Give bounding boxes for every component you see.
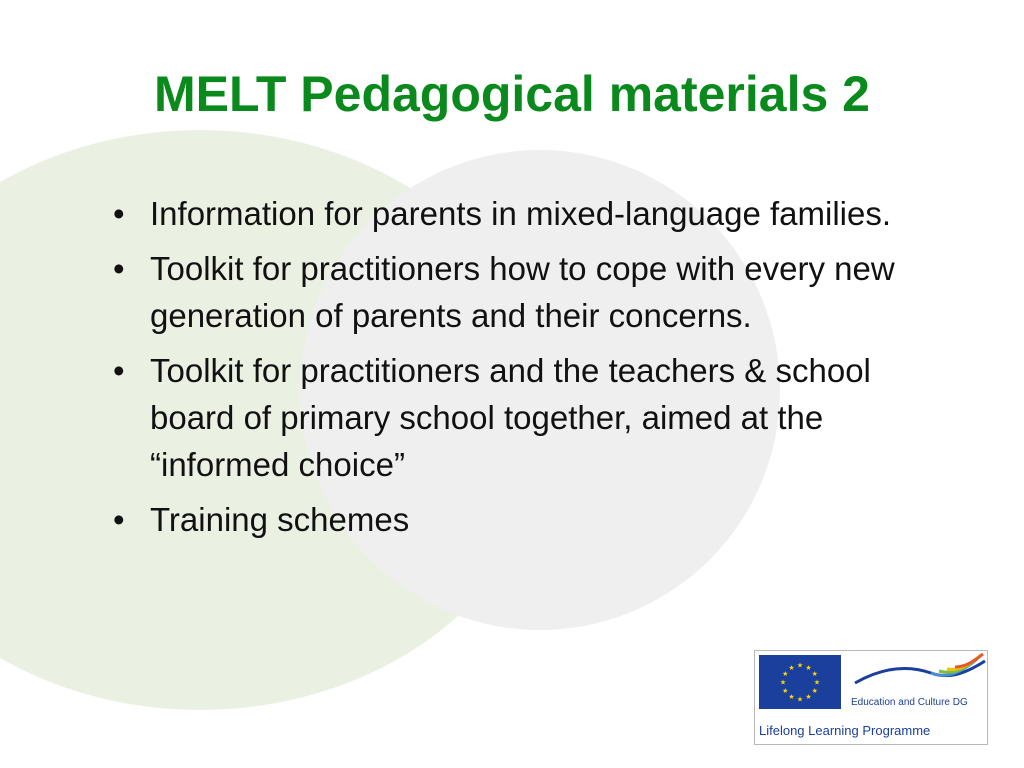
bullet-list [110,190,910,551]
flag-star-icon: ★ [779,678,787,687]
flag-star-icon: ★ [796,661,804,670]
bullet-dot: • [113,195,125,232]
flag-star-icon: ★ [782,687,789,695]
bullet-text: Toolkit for practitioners and the teachers & school board of primary school together, aimed at the “informed choice” [150,352,871,483]
bullet-item [110,496,910,543]
flag-star-icon: ★ [788,663,795,672]
flag-star-icon: ★ [811,670,818,678]
bullet-text: Information for parents in mixed-language families. [150,195,892,232]
bullet-item [110,245,910,339]
slide-title: MELT Pedagogical materials 2 [154,66,870,122]
flag-star-icon: ★ [782,670,789,678]
eu-flag-icon [759,655,841,709]
dg-label: Education and Culture DG [851,697,968,708]
wave-logo-icon [853,653,987,689]
programme-label: Lifelong Learning Programme [759,723,931,738]
flag-star-icon: ★ [813,678,821,687]
flag-star-icon: ★ [788,693,795,702]
flag-star-icon: ★ [796,695,804,704]
bullet-text: Toolkit for practitioners how to cope with every new generation of parents and their concerns. [150,250,895,334]
flag-star-icon: ★ [811,687,818,695]
flag-star-icon: ★ [805,663,812,672]
bullet-dot: • [113,501,125,538]
bullet-dot: • [113,250,125,287]
flag-star-icon: ★ [805,693,812,702]
bullet-dot: • [113,352,125,389]
bullet-item [110,190,910,237]
lifelong-learning-logo [754,650,988,745]
bullet-text: Training schemes [150,501,410,538]
bullet-item [110,347,910,488]
